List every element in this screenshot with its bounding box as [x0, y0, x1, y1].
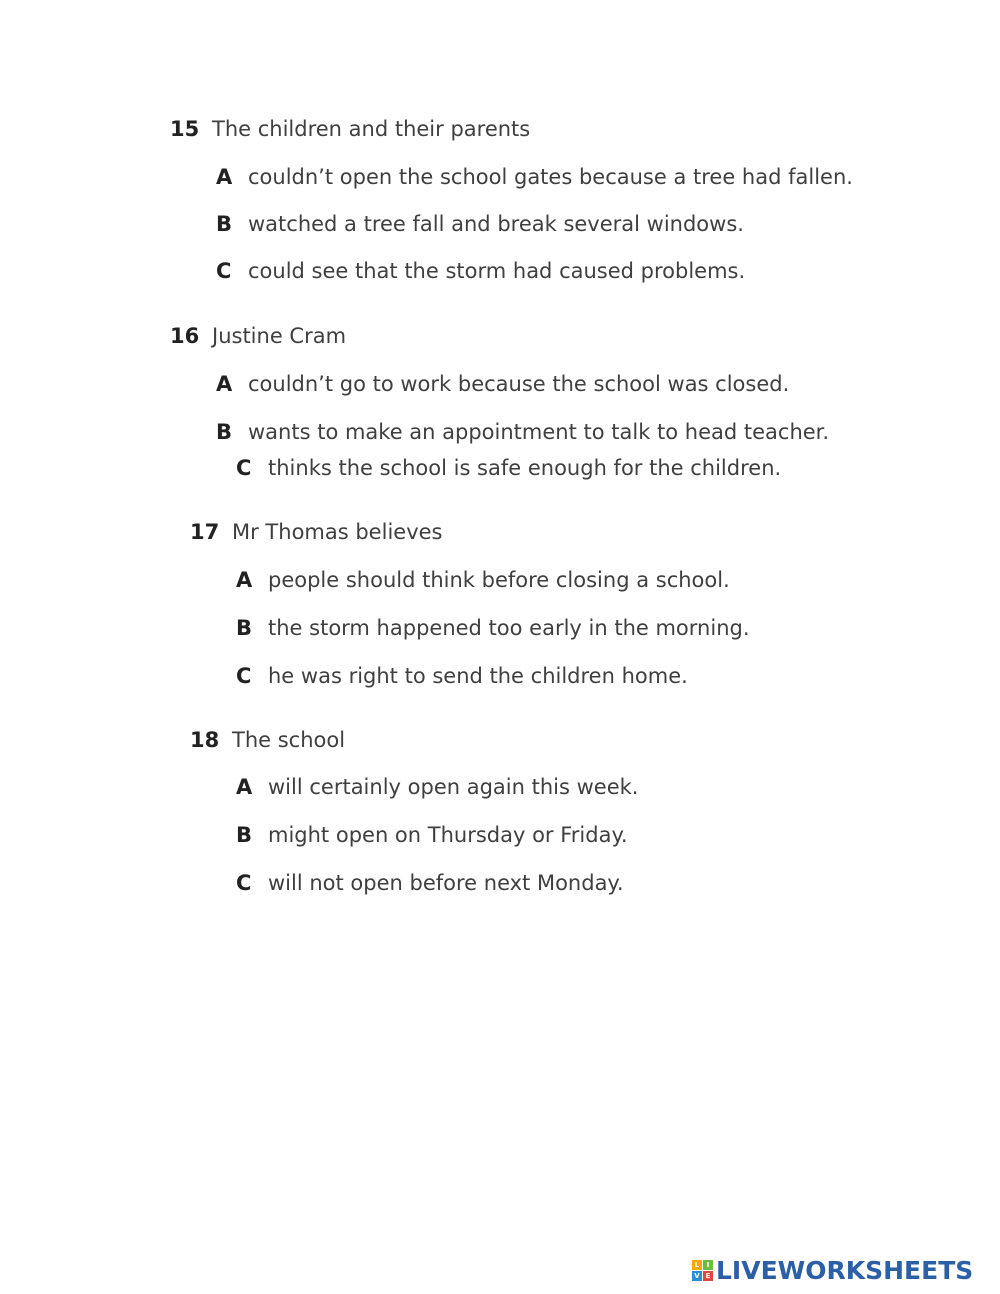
question-15-stem: [170, 116, 530, 142]
option-text: couldn’t open the school gates because a tree had fallen.: [248, 165, 853, 189]
option-letter: A: [216, 165, 233, 189]
logo-mark-icon: [692, 1260, 713, 1281]
option-text: couldn’t go to work because the school was closed.: [248, 372, 790, 396]
question-number: 17: [190, 520, 220, 544]
liveworksheets-logo: [692, 1254, 973, 1286]
option-text: might open on Thursday or Friday.: [268, 823, 628, 847]
option-letter: C: [236, 871, 252, 895]
logo-text: LIVEWORKSHEETS: [716, 1255, 974, 1285]
question-stem-text: The children and their parents: [212, 117, 531, 141]
question-stem-text: Justine Cram: [212, 324, 347, 348]
option-letter: A: [216, 372, 233, 396]
option-text: he was right to send the children home.: [268, 664, 688, 688]
question-number: 18: [190, 728, 220, 752]
option-letter: B: [236, 823, 253, 847]
question-number: 16: [170, 324, 200, 348]
question-17-option-c[interactable]: [236, 663, 688, 689]
question-18-stem: [190, 727, 345, 753]
option-text: thinks the school is safe enough for the children.: [268, 456, 782, 480]
option-text: will not open before next Monday.: [268, 871, 624, 895]
logo-mark-cell: E: [703, 1271, 713, 1281]
logo-mark-cell: I: [703, 1260, 713, 1270]
logo-mark-cell: V: [692, 1271, 702, 1281]
option-letter: A: [236, 775, 253, 799]
option-letter: B: [216, 420, 233, 444]
question-18-option-b[interactable]: [236, 822, 628, 848]
question-17-option-a[interactable]: [236, 567, 730, 593]
option-letter: A: [236, 568, 253, 592]
option-letter: C: [216, 259, 232, 283]
option-text: wants to make an appointment to talk to head teacher.: [248, 420, 830, 444]
option-letter: C: [236, 664, 252, 688]
question-15-option-c[interactable]: [216, 258, 745, 284]
question-16-option-c[interactable]: [236, 455, 781, 481]
option-letter: B: [236, 616, 253, 640]
option-text: could see that the storm had caused problems.: [248, 259, 746, 283]
question-15-option-a[interactable]: [216, 164, 853, 190]
option-text: the storm happened too early in the morning.: [268, 616, 750, 640]
question-16-option-b[interactable]: [216, 419, 829, 445]
question-stem-text: Mr Thomas believes: [232, 520, 443, 544]
question-18-option-c[interactable]: [236, 870, 624, 896]
question-15-option-b[interactable]: [216, 211, 744, 237]
question-17-option-b[interactable]: [236, 615, 750, 641]
question-17-stem: [190, 519, 442, 545]
logo-mark-cell: L: [692, 1260, 702, 1270]
option-text: watched a tree fall and break several windows.: [248, 212, 744, 236]
option-text: will certainly open again this week.: [268, 775, 639, 799]
option-text: people should think before closing a school.: [268, 568, 730, 592]
question-18-option-a[interactable]: [236, 774, 638, 800]
question-16-option-a[interactable]: [216, 371, 789, 397]
question-stem-text: The school: [232, 728, 346, 752]
option-letter: B: [216, 212, 233, 236]
option-letter: C: [236, 456, 252, 480]
question-16-stem: [170, 323, 346, 349]
question-number: 15: [170, 117, 200, 141]
